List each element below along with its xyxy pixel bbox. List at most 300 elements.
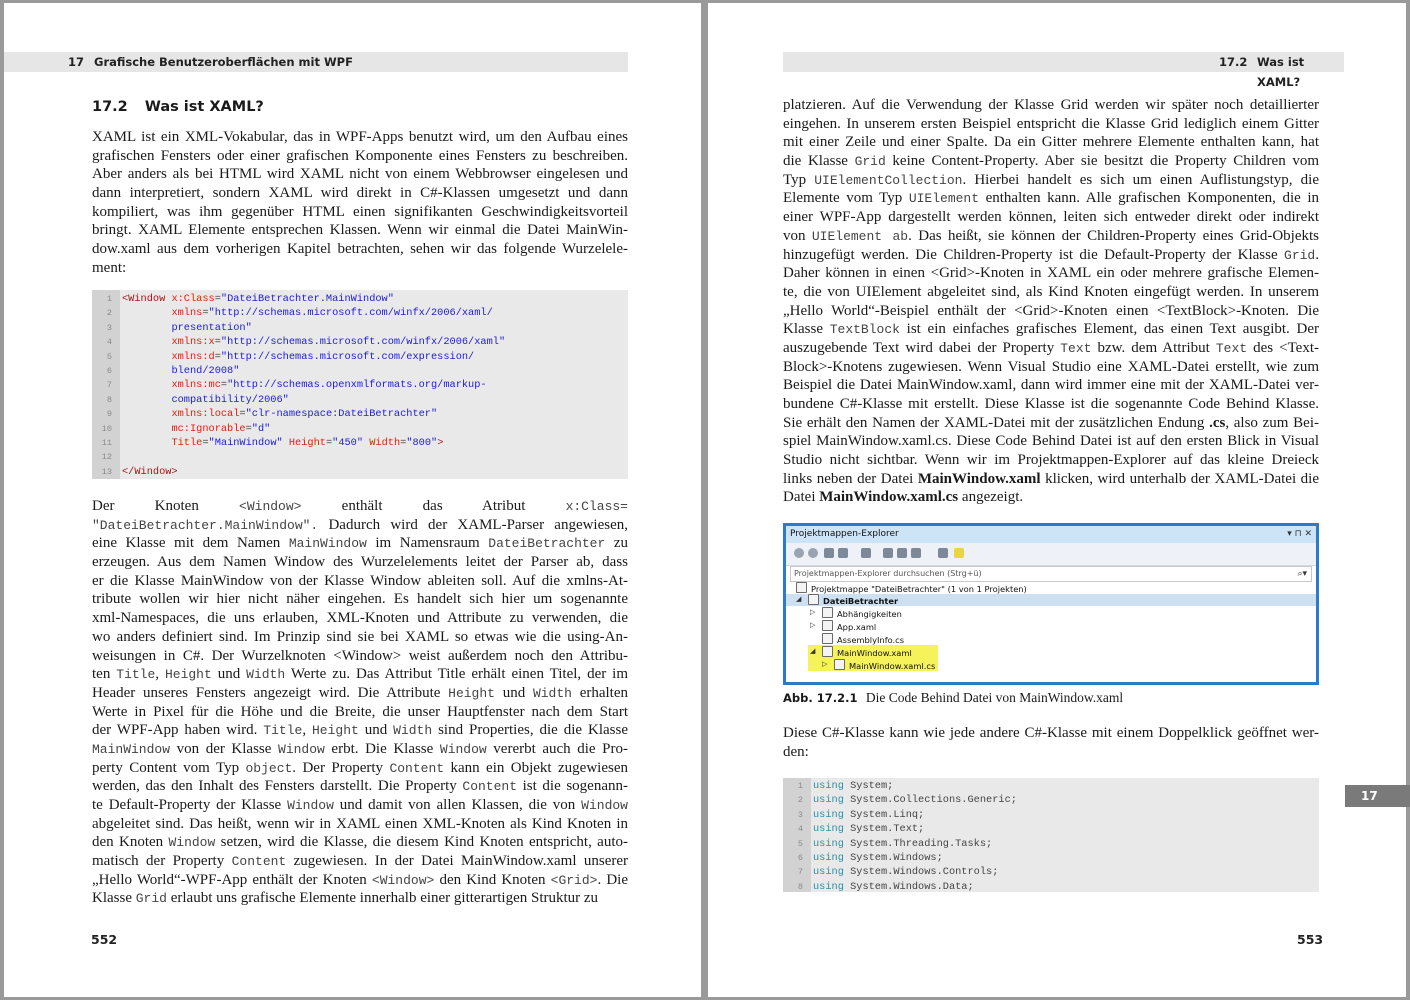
code-keyword: using bbox=[813, 794, 844, 807]
code-token bbox=[122, 336, 171, 348]
text-line: grafischen Fensters oder einer grafischen Komponente eines Fensters zu beschreiben. bbox=[92, 147, 628, 164]
body-paragraph-left bbox=[92, 497, 628, 908]
text-run: enthalten kann. Alle grafischen Komponenten, die in bbox=[979, 190, 1320, 207]
code-token: presentation" bbox=[171, 321, 252, 334]
code-term: Window bbox=[581, 798, 628, 813]
code-line bbox=[92, 393, 628, 407]
code-token: blend/2008" bbox=[171, 365, 240, 377]
text-run: matisch der Property bbox=[92, 853, 232, 870]
line-number: 2 bbox=[797, 795, 803, 806]
code-token: "clr-namespace:DateiBetrachter" bbox=[245, 408, 438, 421]
code-term: Width bbox=[246, 667, 286, 683]
text-line bbox=[783, 96, 1319, 115]
text-run: Diese C#-Klasse kann wie jede andere C#-Klasse mit einem Doppelklick geöffnet wer- bbox=[783, 725, 1319, 741]
tree-item bbox=[834, 659, 935, 672]
text-line bbox=[783, 358, 1319, 377]
code-text bbox=[813, 880, 974, 894]
project-icon bbox=[808, 594, 819, 605]
text-line bbox=[92, 534, 628, 553]
tree-expander-icon: ▷ bbox=[810, 621, 816, 629]
code-line bbox=[92, 321, 628, 335]
code-text bbox=[122, 292, 394, 306]
code-line bbox=[783, 880, 1319, 894]
page-number-right: 553 bbox=[1297, 932, 1324, 947]
show-all-files-icon bbox=[911, 548, 921, 558]
text-run: und bbox=[494, 684, 533, 701]
code-term: Title bbox=[116, 667, 156, 683]
code-text bbox=[122, 321, 252, 335]
body-paragraph-after-figure bbox=[783, 724, 1319, 761]
code-line bbox=[92, 436, 628, 450]
explorer-title: Projektmappen-Explorer bbox=[790, 529, 899, 539]
code-term: Content bbox=[462, 779, 518, 795]
text-run: Studio nicht sichtbar. Wenn wir im Projektmappen-Explorer auf das kleine Dreieck bbox=[783, 452, 1319, 469]
text-line: dann interpretiert, sondern XAML wird direkt in C#-Klassen umgesetzt und dann bbox=[92, 185, 628, 202]
code-token: <Window bbox=[122, 293, 172, 305]
code-line bbox=[783, 808, 1319, 822]
code-token: Height bbox=[288, 437, 326, 449]
code-token: = bbox=[214, 350, 221, 363]
code-line bbox=[92, 422, 628, 436]
figure-label: Abb. 17.2.1 bbox=[783, 691, 858, 705]
tree-item-label: DateiBetrachter bbox=[823, 596, 899, 606]
left-page bbox=[4, 3, 701, 997]
code-term: Window bbox=[287, 798, 334, 813]
text-run: xml-Namespaces, die uns erlauben, XML-Knoten und Attribute zu verwenden, die bbox=[92, 610, 628, 627]
csharp-file-icon bbox=[834, 659, 845, 670]
text-line bbox=[783, 470, 1319, 489]
explorer-titlebar bbox=[786, 526, 1316, 543]
tree-expander-icon: ▷ bbox=[822, 660, 828, 668]
text-run: spiel MainWindow.xaml.cs. Diese Code Behind Datei ist auf den ersten Blick in Visual bbox=[783, 433, 1319, 450]
text-run: , bbox=[155, 666, 165, 683]
code-token: Title bbox=[171, 437, 203, 449]
text-run: Datei bbox=[783, 489, 820, 506]
text-run: erhalten bbox=[571, 684, 628, 701]
code-token: "http://schemas.microsoft.com/winfx/2006/xaml" bbox=[220, 336, 506, 349]
text-run: Werte zu. Das Attribut Title erhält einen Titel, der im bbox=[285, 666, 629, 683]
code-term: Content bbox=[231, 854, 287, 870]
line-number: 1 bbox=[797, 781, 803, 791]
code-token: xmlns:local bbox=[171, 408, 240, 421]
code-token bbox=[122, 423, 171, 435]
code-term: <Window> bbox=[371, 872, 435, 888]
code-token bbox=[122, 437, 171, 449]
line-number: 11 bbox=[101, 438, 112, 448]
csharp-file-icon bbox=[822, 633, 833, 644]
text-line bbox=[92, 889, 628, 908]
code-line bbox=[92, 292, 628, 306]
code-keyword: using bbox=[813, 823, 844, 836]
collapse-all-icon bbox=[897, 548, 907, 558]
text-run: von bbox=[783, 227, 812, 244]
text-line bbox=[92, 740, 628, 759]
code-token bbox=[122, 365, 171, 377]
code-token: "d" bbox=[251, 422, 271, 435]
text-line bbox=[92, 609, 628, 628]
code-token: System; bbox=[843, 780, 894, 792]
line-number: 13 bbox=[101, 466, 112, 477]
code-token: x:Class bbox=[171, 293, 215, 305]
code-keyword: using bbox=[813, 808, 844, 821]
code-token bbox=[122, 307, 171, 319]
tree-expander-icon: ▷ bbox=[810, 608, 816, 616]
text-run: , also zum Bei- bbox=[1225, 414, 1319, 431]
code-token: = bbox=[214, 336, 221, 349]
text-run: ist die sogenann- bbox=[517, 778, 628, 795]
text-run: angezeigt. bbox=[958, 489, 1024, 506]
xaml-file-icon bbox=[822, 620, 833, 631]
text-run: werden, das den Inhalt des Fensters darstellt. Die Property bbox=[92, 778, 463, 795]
running-head-title: Grafische Benutzeroberflächen mit WPF bbox=[94, 55, 353, 69]
code-text bbox=[122, 422, 270, 436]
text-line bbox=[783, 264, 1319, 283]
text-run: setzen, wird die Klasse, die diesem Kind Knoten entspricht, auto- bbox=[215, 834, 628, 851]
csharp-code-listing bbox=[783, 778, 1319, 892]
code-term: Title bbox=[263, 723, 303, 739]
code-text bbox=[813, 865, 998, 879]
text-line bbox=[92, 647, 628, 666]
text-line bbox=[783, 451, 1319, 470]
code-token: "800" bbox=[406, 437, 438, 449]
text-run: Header unseres Fensters angezeigt wird. Die Attribute bbox=[92, 684, 449, 701]
code-token: </Window> bbox=[122, 465, 178, 478]
text-run: hinzugefügt werden. Die Children-Property ist die Default-Property der Klasse bbox=[783, 246, 1285, 263]
text-line bbox=[92, 796, 628, 815]
code-term: Window bbox=[439, 741, 487, 757]
code-line bbox=[92, 465, 628, 479]
code-term: Window bbox=[168, 835, 216, 851]
text-line bbox=[783, 171, 1319, 190]
text-run: und damit von allen Klassen, die von bbox=[333, 797, 582, 813]
code-token bbox=[122, 379, 171, 391]
sync-icon bbox=[883, 548, 893, 558]
code-keyword: using bbox=[813, 880, 844, 893]
tree-item bbox=[822, 607, 902, 620]
text-run: . Das heißt, sie können der Children-Property eines Grid-Objekts bbox=[908, 227, 1319, 244]
intro-paragraph bbox=[92, 128, 628, 278]
code-term: Height bbox=[448, 685, 495, 701]
code-text bbox=[813, 837, 992, 851]
tree-item-label: AssemblyInfo.cs bbox=[837, 635, 905, 645]
text-run: und bbox=[358, 722, 394, 739]
text-line bbox=[92, 777, 628, 796]
line-number: 2 bbox=[106, 308, 112, 319]
text-line bbox=[92, 628, 628, 647]
text-line: kompiliert, was ihm gegenüber HTML einen signifikanten Geschwindigkeitsvorteil bbox=[92, 203, 628, 220]
text-line bbox=[92, 871, 628, 890]
code-token: Width bbox=[369, 437, 401, 449]
code-text bbox=[122, 465, 178, 479]
code-text bbox=[813, 822, 924, 836]
text-line bbox=[92, 833, 628, 852]
figure-caption-text: Die Code Behind Datei von MainWindow.xaml bbox=[865, 690, 1124, 705]
text-line bbox=[783, 376, 1319, 395]
line-number: 1 bbox=[106, 294, 112, 304]
code-token bbox=[122, 394, 171, 406]
code-token: System.Collections.Generic; bbox=[843, 794, 1017, 807]
text-run: der WPF-App haben wird. bbox=[92, 722, 264, 739]
text-run: . Hierbei handelt es sich um einen Auflistungstyp, die bbox=[962, 171, 1319, 188]
text-run: sind Properties, die die Klasse bbox=[432, 722, 628, 739]
code-line bbox=[783, 865, 1319, 879]
text-line bbox=[92, 721, 628, 740]
text-run: Elemente vom Typ bbox=[783, 190, 909, 207]
text-run: vererbt auch die Pro- bbox=[486, 740, 628, 757]
body-paragraph-right bbox=[783, 96, 1319, 507]
code-token bbox=[122, 322, 171, 334]
text-run: Daher können in einen <Grid>-Knoten in XAML ein oder mehrere grafische Elemen- bbox=[783, 265, 1319, 282]
code-token: = bbox=[400, 437, 407, 449]
code-token: xmlns bbox=[171, 307, 203, 320]
code-line bbox=[783, 837, 1319, 851]
text-run: Sie erhält den Namen der XAML-Datei mit der zusätzlichen Endung bbox=[783, 414, 1210, 431]
text-line bbox=[783, 302, 1319, 321]
code-term: MainWindow bbox=[92, 741, 171, 757]
code-term: Text bbox=[1215, 340, 1248, 356]
line-number: 6 bbox=[106, 366, 112, 376]
text-line bbox=[783, 320, 1319, 339]
text-line bbox=[783, 395, 1319, 414]
text-run: eingehen. In unserem ersten Beispiel entspricht die Klasse Grid lediglich einem Gitter bbox=[783, 115, 1319, 132]
text-run: erbt. Die Klasse bbox=[324, 740, 440, 757]
text-run: Klasse bbox=[783, 321, 830, 338]
tree-item bbox=[822, 620, 876, 633]
text-line bbox=[92, 815, 628, 834]
code-token: xmlns:mc bbox=[171, 379, 221, 392]
text-line bbox=[783, 724, 1319, 743]
text-run: den: bbox=[783, 743, 809, 760]
text-run: des <Text- bbox=[1247, 339, 1320, 356]
text-run: eine Klasse mit dem Namen bbox=[92, 535, 289, 552]
text-line: Aber anders als bei HTML wird XAML nicht von einem Webbrowser eingelesen und bbox=[92, 166, 628, 183]
code-token: = bbox=[214, 293, 221, 305]
code-line bbox=[783, 851, 1319, 865]
forward-icon bbox=[808, 548, 818, 558]
code-term: object bbox=[245, 760, 293, 776]
code-keyword: using bbox=[813, 852, 844, 864]
running-head-section: 17.2 bbox=[1219, 55, 1248, 69]
tree-item bbox=[822, 646, 912, 659]
text-run: bundene C#-Klasse mit erstellt. Diese Klasse ist die sogenannte Code Behind Klasse. bbox=[783, 396, 1319, 412]
text-line bbox=[92, 572, 628, 591]
line-number: 12 bbox=[101, 452, 112, 463]
line-number: 4 bbox=[106, 337, 112, 348]
section-number: 17.2 bbox=[92, 99, 128, 115]
text-run: weisungen in C#. Der Wurzelknoten <Window> weist außerdem noch den Attribu- bbox=[92, 647, 628, 664]
tree-item-label: MainWindow.xaml bbox=[837, 648, 912, 658]
code-line bbox=[92, 407, 628, 421]
text-run: im Namensraum bbox=[366, 535, 489, 552]
text-run: kann ein Objekt zugewiesen bbox=[444, 759, 628, 776]
text-run: erzeugen. Aus dem Namen Window des Wurzelelements leitet der Parser ab, dass bbox=[92, 554, 628, 571]
code-token: compatibility/2006" bbox=[171, 393, 289, 406]
search-icon: ⌕▾ bbox=[1297, 569, 1307, 579]
explorer-toolbar bbox=[786, 543, 1316, 566]
text-run: te, die von UIElement abgeleitet sind, als Kind Knoten eingefügt werden. In unserem bbox=[783, 283, 1319, 300]
code-term: UIElement bbox=[908, 191, 980, 207]
text-run: platzieren. Auf die Verwendung der Klasse Grid werden wir später noch detaillierter bbox=[783, 97, 1319, 113]
code-term: Grid bbox=[854, 154, 886, 170]
code-term: TextBlock bbox=[829, 322, 900, 338]
text-line: XAML ist ein XML-Vokabular, das in WPF-Apps benutzt wird, um den Aufbau eines bbox=[92, 129, 628, 145]
home-icon bbox=[824, 548, 834, 558]
code-keyword: using bbox=[813, 780, 844, 792]
explorer-search-placeholder: Projektmappen-Explorer durchsuchen (Strg+ü) bbox=[794, 569, 982, 578]
text-run: te Default-Property der Klasse bbox=[92, 797, 288, 813]
code-token: xmlns:x bbox=[171, 336, 215, 349]
tree-item-label: Abhängigkeiten bbox=[837, 609, 902, 619]
figure-caption bbox=[783, 690, 1123, 706]
text-line bbox=[783, 246, 1319, 265]
text-run: Block>-Knotens zugewiesen. Wenn Visual Studio eine XAML-Datei erstellt, wie zum bbox=[783, 358, 1319, 375]
text-run: keine Content-Property. Aber sie besitzt die Property Children vom bbox=[885, 153, 1319, 170]
line-number: 5 bbox=[106, 351, 112, 362]
text-run: abgeleitet sind. Das heißt, wenn wir in XAML einen XML-Knoten als Kind Knoten in bbox=[92, 815, 628, 832]
line-number: 8 bbox=[797, 881, 803, 892]
code-text bbox=[122, 335, 505, 349]
line-number: 10 bbox=[101, 423, 112, 434]
text-run: . Die bbox=[597, 871, 628, 888]
code-text bbox=[813, 779, 893, 793]
code-token: = bbox=[220, 379, 228, 392]
text-line bbox=[783, 189, 1319, 208]
code-token: "http://schemas.openxmlformats.org/markup- bbox=[227, 379, 487, 392]
line-number: 7 bbox=[106, 380, 112, 391]
code-term: Grid bbox=[1284, 247, 1316, 263]
text-run: den Kind Knoten bbox=[434, 871, 551, 888]
tree-item bbox=[808, 594, 898, 607]
line-number: 3 bbox=[797, 809, 803, 820]
code-token: mc:Ignorable bbox=[171, 422, 246, 435]
code-line bbox=[92, 335, 628, 349]
running-head-left bbox=[4, 52, 628, 72]
text-run: Beispiel die Datei MainWindow.xaml, dann wird immer eine mit der XAML-Datei ver- bbox=[783, 377, 1319, 394]
text-run: er die Klasse MainWindow von der Klasse Window ableiten soll. Auf die xmlns-At- bbox=[92, 572, 628, 589]
text-run: die Klasse bbox=[783, 153, 855, 170]
code-token: System.Windows.Controls; bbox=[843, 866, 999, 879]
text-run: einer WPF-App dargestellt werden können, leiten sich entweder direkt oder indirekt bbox=[783, 209, 1319, 226]
code-term: Width bbox=[532, 685, 572, 701]
code-token bbox=[122, 408, 171, 420]
text-line bbox=[783, 208, 1319, 227]
code-text bbox=[122, 306, 493, 320]
running-head-right-title: Was ist XAML? bbox=[1257, 55, 1305, 89]
code-token: > bbox=[437, 437, 444, 449]
text-line: bringt. XAML Elemente entsprechen Klassen. Wenn wir einmal die Datei MainWin- bbox=[92, 222, 628, 239]
code-text bbox=[122, 393, 289, 407]
text-line bbox=[783, 227, 1319, 246]
text-line: dow.xaml aus dem vorherigen Kapitel betrachten, sehen wir das folgende Wurzelele- bbox=[92, 241, 628, 258]
code-token: = bbox=[202, 307, 209, 320]
code-term: DateiBetrachter bbox=[488, 536, 606, 552]
line-number: 6 bbox=[797, 853, 803, 863]
code-token: = bbox=[239, 408, 246, 421]
bold-term: MainWindow.xaml.cs bbox=[819, 489, 959, 506]
code-token: xmlns:d bbox=[171, 350, 215, 363]
solution-icon bbox=[796, 582, 807, 593]
text-run: Der Knoten bbox=[92, 498, 240, 514]
text-line bbox=[783, 133, 1319, 152]
code-text bbox=[122, 407, 437, 421]
code-term: MainWindow bbox=[288, 536, 367, 552]
text-line bbox=[92, 852, 628, 871]
text-run: ten bbox=[92, 666, 117, 683]
bold-term: MainWindow.xaml bbox=[917, 470, 1041, 487]
switch-views-icon bbox=[838, 548, 848, 558]
text-run: „Hello World“-WPF-App enthält der Knoten bbox=[92, 871, 372, 888]
code-line bbox=[92, 450, 628, 464]
tree-expander-icon: ◢ bbox=[796, 595, 802, 603]
code-token: System.Text; bbox=[843, 823, 925, 836]
line-number: 9 bbox=[106, 409, 112, 420]
text-line bbox=[783, 432, 1319, 451]
text-line bbox=[92, 665, 628, 684]
text-run: „Hello World“-Beispiel enthält der <Grid>-Knoten einen <TextBlock>-Knoten. Die bbox=[783, 302, 1319, 319]
text-line bbox=[783, 488, 1319, 507]
tree-item-label: MainWindow.xaml.cs bbox=[849, 661, 936, 671]
text-line bbox=[783, 414, 1319, 433]
code-line bbox=[92, 306, 628, 320]
explorer-search-box bbox=[790, 566, 1312, 582]
code-term: Content bbox=[389, 760, 445, 776]
line-number: 7 bbox=[797, 867, 803, 878]
text-run: den Knoten bbox=[92, 834, 169, 851]
preview-icon bbox=[954, 548, 964, 558]
code-token: = bbox=[202, 437, 209, 449]
xaml-file-icon bbox=[822, 646, 833, 657]
code-token: = bbox=[245, 422, 252, 435]
text-line bbox=[783, 283, 1319, 302]
xaml-code-listing bbox=[92, 290, 628, 479]
text-run: und bbox=[211, 666, 247, 683]
code-token: "DateiBetrachter.MainWindow" bbox=[220, 293, 394, 305]
code-token: "MainWindow" bbox=[208, 437, 283, 449]
code-term: <Window> bbox=[239, 499, 302, 514]
code-line bbox=[92, 350, 628, 364]
code-text bbox=[813, 851, 943, 865]
code-term: <Grid> bbox=[550, 872, 598, 888]
code-line bbox=[92, 364, 628, 378]
code-term: UIElement ab bbox=[811, 228, 909, 244]
text-run: wo anders definiert sind. Im Prinzip sind sie bei XAML so etwas wie die using-An- bbox=[92, 628, 628, 645]
text-run: Klasse bbox=[92, 890, 136, 907]
text-run: zugewiesen. In der Datei MainWindow.xaml unserer bbox=[286, 853, 629, 870]
text-line bbox=[783, 743, 1319, 762]
text-run: , bbox=[302, 722, 312, 739]
line-number: 8 bbox=[106, 394, 112, 405]
code-token: "450" bbox=[332, 437, 364, 449]
code-line bbox=[783, 779, 1319, 793]
code-text bbox=[122, 350, 474, 364]
line-number: 3 bbox=[106, 322, 112, 333]
text-line bbox=[92, 759, 628, 778]
text-run: enthält das Atribut bbox=[301, 498, 566, 514]
text-line bbox=[92, 497, 628, 516]
code-term: Height bbox=[312, 723, 359, 739]
bold-term: .cs bbox=[1209, 414, 1226, 431]
text-run: ist ein einfaches grafisches Element, das einen Text ausgibt. Der bbox=[899, 321, 1319, 338]
text-run: links neben der Datei bbox=[783, 470, 918, 487]
text-run: perty Content vom Typ bbox=[92, 759, 246, 776]
tree-item-label: Projektmappe "DateiBetrachter" (1 von 1 Projekten) bbox=[811, 584, 1027, 594]
back-icon bbox=[794, 548, 804, 558]
dependencies-icon bbox=[822, 607, 833, 618]
text-line bbox=[92, 703, 628, 722]
code-term: Window bbox=[278, 741, 325, 757]
text-line bbox=[783, 152, 1319, 171]
section-title: Was ist XAML? bbox=[144, 99, 264, 115]
